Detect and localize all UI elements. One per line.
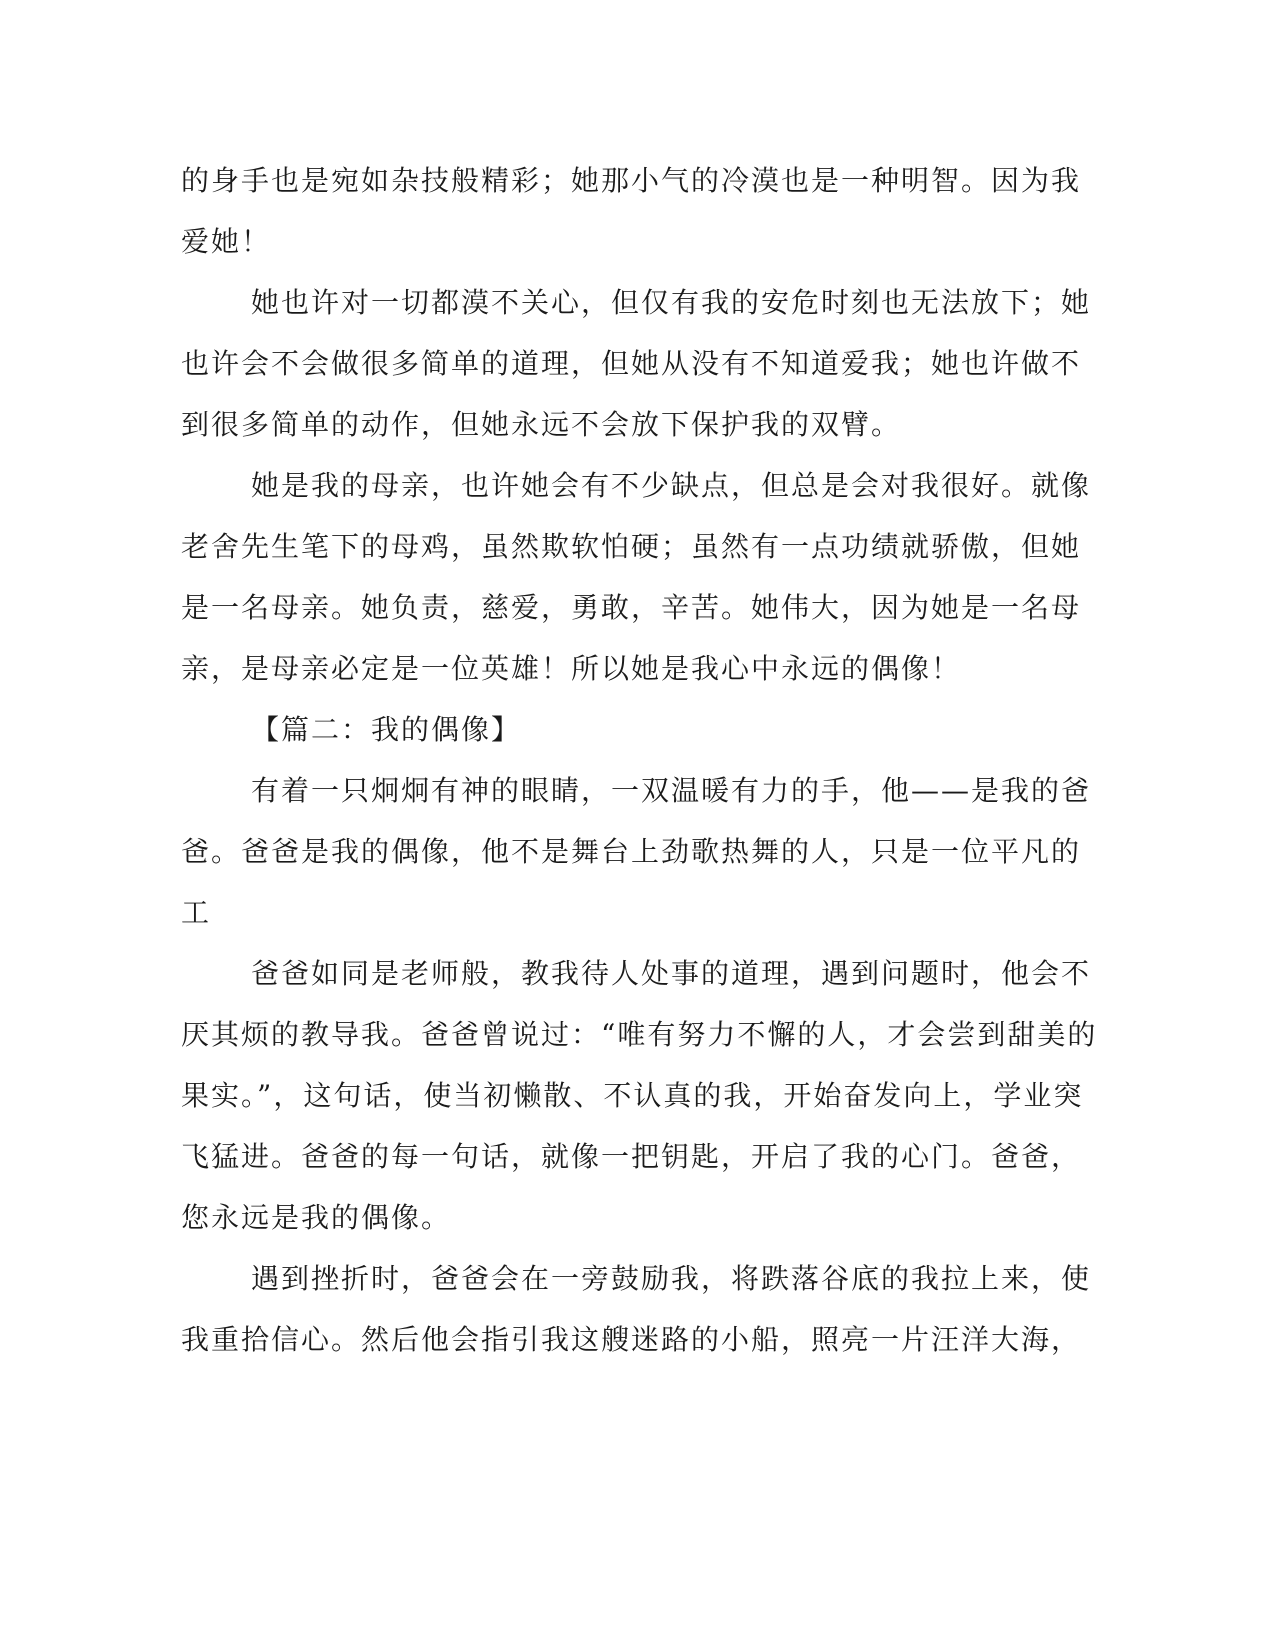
text-line: 厌其烦的教导我。爸爸曾说过：“唯有努力不懈的人，才会尝到甜美的 bbox=[181, 1018, 1098, 1051]
text-line: 到很多简单的动作，但她永远不会放下保护我的双臂。 bbox=[181, 408, 902, 441]
document-page bbox=[181, 150, 1098, 1370]
text-line: 果实。”，这句话，使当初懒散、不认真的我，开始奋发向上，学业突 bbox=[181, 1079, 1084, 1112]
text-line: 的身手也是宛如杂技般精彩；她那小气的冷漠也是一种明智。因为我 bbox=[181, 164, 1082, 197]
text-line: 也许会不会做很多简单的道理，但她从没有不知道爱我；她也许做不 bbox=[181, 347, 1082, 380]
text-line: 她也许对一切都漠不关心，但仅有我的安危时刻也无法放下；她 bbox=[251, 286, 1092, 319]
text-line: 是一名母亲。她负责，慈爱，勇敢，辛苦。她伟大，因为她是一名母 bbox=[181, 591, 1082, 624]
text-line: 爸爸如同是老师般，教我待人处事的道理，遇到问题时，他会不 bbox=[251, 957, 1092, 990]
text-line: 她是我的母亲，也许她会有不少缺点，但总是会对我很好。就像 bbox=[251, 469, 1092, 502]
text-line: 您永远是我的偶像。 bbox=[181, 1201, 452, 1234]
text-line: 爱她！ bbox=[181, 225, 272, 258]
text-line: 有着一只炯炯有神的眼睛，一双温暖有力的手，他——是我的爸 bbox=[251, 774, 1092, 807]
text-line: 亲，是母亲必定是一位英雄！所以她是我心中永远的偶像！ bbox=[181, 652, 962, 685]
text-line: 飞猛进。爸爸的每一句话，就像一把钥匙，开启了我的心门。爸爸， bbox=[181, 1140, 1082, 1173]
text-line: 老舍先生笔下的母鸡，虽然欺软怕硬；虽然有一点功绩就骄傲，但她 bbox=[181, 530, 1082, 563]
text-line: 爸。爸爸是我的偶像，他不是舞台上劲歌热舞的人，只是一位平凡的 bbox=[181, 835, 1082, 868]
text-line: 工 bbox=[181, 896, 212, 929]
section-heading: 【篇二：我的偶像】 bbox=[251, 713, 522, 746]
text-line: 遇到挫折时，爸爸会在一旁鼓励我，将跌落谷底的我拉上来，使 bbox=[251, 1262, 1092, 1295]
text-line: 我重拾信心。然后他会指引我这艘迷路的小船，照亮一片汪洋大海， bbox=[181, 1323, 1082, 1356]
